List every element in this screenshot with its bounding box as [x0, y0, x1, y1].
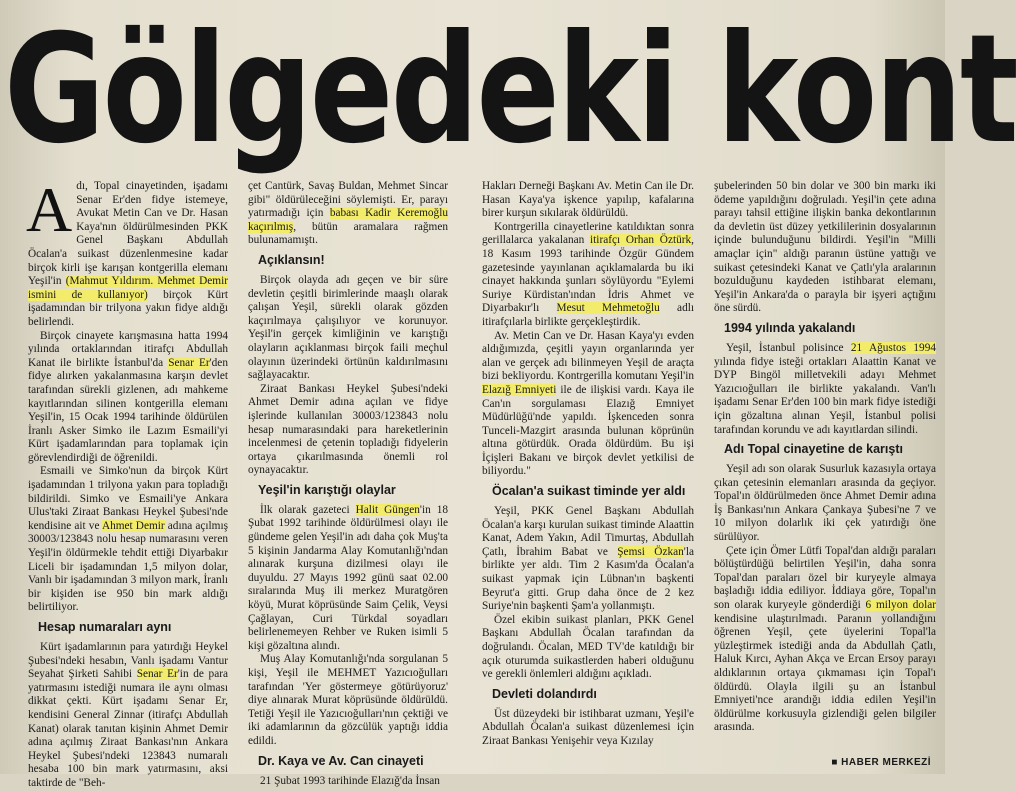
- headline: Gölgedeki kont: [4, 3, 1016, 177]
- paragraph-text: yılında fidye isteği ortakları Alaattin Kanat ve DYP Bingöl milletvekili adayı Mehmet Yazıcıoğulları ile birlikte yakalandı. Van'lı işadamı Senar Er'den 100 bin mark fidye istediği için gözaltına alınan Yeşil, İstanbul polisi tarafından korundu ve adı kayıtlardan silindi.: [714, 355, 936, 436]
- article-column-2: [248, 180, 448, 787]
- paragraph-text: , 18 Kasım 1993 tarihinde Özgür Gündem gazetesinde yayınlanan açıklamalarda bu iki cinayet hakkında şunları söylüyordu "Eylemi Suriye Kürdistan'ından İdris Ahmet ve Diyarbakır'lı: [482, 234, 694, 315]
- paragraph-text: Kürt işadamlarının para yatırdığı Heykel Şubesi'ndeki hesabın, Vanlı işadamı Vantur Seyahat Şirketi Sahibi: [28, 641, 228, 681]
- byline-signoff: ■ HABER MERKEZİ: [831, 757, 931, 768]
- article-column-4: [714, 180, 936, 774]
- paragraph-text: adlı itirafçılarla birlikte gerçekleştirdik.: [482, 302, 694, 328]
- body-paragraph: [714, 463, 936, 545]
- subheading: Dr. Kaya ve Av. Can cinayeti: [258, 753, 424, 768]
- subheading: Öcalan'a suikast timinde yer aldı: [492, 484, 686, 499]
- body-paragraph: [248, 274, 448, 383]
- paragraph-text: Muş Alay Komutanlığı'nda sorgulanan 5 kişi, Yeşil ile MEHMET Yazıcıoğulları tarafından 'Yer göstermeye götürüyoruz' diye alınarak Murat köprüsünde öldürüldü. Tetiği Yeşil ile Yazıcıoğulları'nın çektiği ve iki adamlarının da gözcülük yaptığı iddia edildi.: [248, 653, 448, 747]
- highlighted-text: 6 milyon dolar: [865, 599, 936, 612]
- body-paragraph: [248, 383, 448, 478]
- paragraph-text: dı, Topal cinayetinden, işadamı Senar Er'den fidye istemeye, Avukat Metin Can ve Dr. Hasan Kaya'nın öldürülmesinden PKK Genel Başkanı Abdullah Öcalan'a suikast düzenlenmesine kadar birçok kirli işe karışan kontgerilla elemanı Yeşil'in: [28, 180, 228, 288]
- highlighted-text: Şemsi Özkan: [617, 545, 684, 558]
- paragraph-text: Ziraat Bankası Heykel Şubesi'ndeki Ahmet Demir adına açılan ve fidye işlerinde kullanılan 30003/123843 nolu hesap numarasındaki para hareketlerinin incelenmesi de çetenin topladığı fidyelerin ortaya çıkarılmasında önemli rol oynayacaktır.: [248, 382, 448, 477]
- body-paragraph: [248, 504, 448, 654]
- paragraph-text: , bütün aramalara rağmen bulunamamıştı.: [248, 220, 448, 247]
- paragraph-text: Yeşil, PKK Genel Başkanı Abdullah Öcalan'a karşı kurulan suikast timinde Alaattin Kanat, Adem Yakın, Adil Timurtaş, Abdullah Çatlı, İbrahim Babat ve: [482, 505, 694, 558]
- paragraph-text: kendisine ulaştırılmadı. Paranın yollandığını öğrenen Yeşil, çete üyelerini Topal'la yüzleştirmek istediği anda da Abdullah Çatlı, Haluk Kırcı, Ayhan Akça ve Ercan Ersoy parayı aldıklarının ortaya çıkmaması için Topal'ı öldürdü. Olayla ilgili şu an İstanbul Emniyeti'nce arandığı iddia edilen Yeşil'in öldürülme korkusuyla gizlendiği gelen bilgiler arasında.: [714, 612, 936, 734]
- body-paragraph: [482, 614, 694, 682]
- paragraph-text: Birçok cinayete karışmasına hatta 1994 yılında ortaklarından itirafçı Abdullah Kanat ile birlikte İstanbul'da: [28, 329, 228, 369]
- highlighted-text: Ahmet Demir: [101, 519, 165, 532]
- paragraph-text: Birçok olayda adı geçen ve bir süre devletin çeşitli birimlerinde maaşlı olarak çalışan Yeşil, sürekli olarak gözden kaçırılmaya çalışılıyor ve korunuyor. Yeşil'in gerçek kimliğinin ve karıştığı olayların açıklanması birçok faili meçhul olayının üzerindeki örtünün kaldırılmasını sağlayacaktır.: [248, 273, 448, 382]
- lead-paragraph: [26, 174, 228, 330]
- article-column-1: [26, 174, 228, 789]
- highlighted-text: babası Kadir Keremoğlu kaçırılmış: [248, 207, 448, 233]
- highlighted-text: 21 Ağustos 1994: [850, 341, 936, 354]
- body-paragraph: [482, 180, 694, 221]
- body-paragraph: [248, 775, 448, 789]
- subheading: Devleti dolandırdı: [492, 686, 597, 701]
- body-paragraph: [482, 330, 694, 480]
- paragraph-text: Yeşil, İstanbul polisince: [726, 341, 851, 354]
- paragraph-text: 'la birlikte yer aldı. Tim 2 Kasım'da Öcalan'a suikast yapmak için Lübnan'ın başkenti Beyrut'a gitti. Grup daha önce de 2 kez Suriye'nin başkenti Şam'a yollanmıştı.: [482, 545, 694, 613]
- highlighted-text: (Mahmut Yıldırım. Mehmet Demir ismini de kullanıyor): [28, 275, 228, 301]
- paragraph-text: Kontrgerilla cinayetlerine katıldıktan sonra gerillalarca yakalanan: [482, 220, 694, 247]
- body-paragraph: [248, 180, 448, 248]
- body-paragraph: [28, 641, 228, 791]
- highlighted-text: Halit Güngen: [355, 503, 420, 516]
- paragraph-text: adına açılmış 30003/123843 nolu hesap numarasını veren Yeşil'in öldürmekle tehdit ettiği Diyarbakır Liceli bir işadamından 1,5 milyon dolar, Vanlı bir işadamından 3 milyon mark, İranlı bir kişiden ise 950 bin mark aldığı belirtiliyor.: [28, 519, 228, 614]
- highlighted-text: Elazığ Emniyeti: [482, 383, 557, 396]
- paragraph-text: 'in 18 Şubat 1992 tarihinde öldürülmesi olayı ile gündeme gelen Yeşil'in adı daha çok Muş'ta 5 kişinin Jandarma Alay Komutanlığı'ndan alınarak kurşuna dizilmesi olayı ile duyuldu. 27 Mayıs 1992 günü saat 02.00 sıralarında Muş ili merkez Muratgören köyü, Murat köprüsünde Saim Çelik, Veysi Çağlayan, Curi Türkdal soyadları belirlenemeyen Rehber ve Ruken isimli 5 kişi gözaltına alındı.: [248, 503, 448, 652]
- body-paragraph: [714, 180, 936, 316]
- subheading: Yeşil'in karıştığı olaylar: [258, 482, 396, 497]
- paragraph-text: çet Cantürk, Savaş Buldan, Mehmet Sincar gibi" öldürüleceğini söylemişti. Er, parayı yatırmadığı için: [248, 180, 448, 220]
- subheading: Hesap numaraları aynı: [38, 620, 172, 634]
- body-paragraph: [248, 653, 448, 748]
- paragraph-text: Çete için Ömer Lütfi Topal'dan aldığı paraları bölüştürdüğü belirtilen Yeşil'in, daha sonra Topal'dan paraları özel bir kuryeyle almaya başladığı iddia ediliyor. İddiaya göre, Topal'ın son olarak kuryeyle gönderdiği: [714, 544, 936, 612]
- body-paragraph: [482, 708, 694, 749]
- paragraph-text: Üst düzeydeki bir istihbarat uzmanı, Yeşil'e Abdullah Öcalan'a suikast düzenlemesi için Ziraat Bankası Yenişehir veya Kızılay: [482, 707, 694, 747]
- highlighted-text: itirafçı Orhan Öztürk: [590, 234, 692, 247]
- paragraph-text: Esmaili ve Simko'nun da birçok Kürt işadamından 1 trilyona yakın para topladığı bildirildi. Simko ve Esmaili'ye Ankara Ulus'taki Ziraat Bankası Heykel Şubesi'nde kendisine ait ve: [28, 465, 228, 532]
- article-column-3: [482, 180, 694, 774]
- paragraph-text: ile de ilişkisi vardı. Kaya ile Can'ın sorgulaması Elazığ Emniyet Müdürlüğü'nde yapıldı. İşkenceden sonra Tunceli-Mazgirt arasında bulunan köprünün altına götürdük. Orada öldürdüm. Bu işi İçişleri Bakanı ve birçok devlet yetkilisi de biliyordu.": [482, 383, 694, 478]
- paragraph-text: Özel ekibin suikast planları, PKK Genel Başkanı Abdullah Öcalan tarafından da doğrulandı. Öcalan, MED TV'de katıldığı bir açık oturumda suikastlerden haberi olduğunu ve gerekli önlemleri aldığını açıkladı.: [482, 613, 694, 681]
- body-paragraph: [28, 465, 228, 615]
- body-paragraph: [482, 505, 694, 614]
- paragraph-text: 21 Şubat 1993 tarihinde Elazığ'da İnsan: [260, 774, 440, 787]
- paragraph-text: 'in de para yatırmasını istediği numara ile aynı olması dikkat çekti. Kürt işadamı Senar Er, kendisini General Zinnar (itirafçı Abdullah Kanat) olarak tanıtan kişinin Ahmet Demir adına açılmış Ziraat Bankası'nın Ankara Heykel Şubesi'ndeki 123843 numaralı hesaba 100 bin mark yatırmasını, aksi taktirde de "Beh-: [28, 668, 228, 789]
- body-paragraph: [714, 545, 936, 735]
- paragraph-text: Yeşil adı son olarak Susurluk kazasıyla ortaya çıkan çetesinin elemanları arasında da geçiyor. Topal'ın öldürülmeden önce Ahmet Demir adına İş Bankası'nın Ankara Çankaya Şubesi'ne 7 ve 10 milyon dolarlık iki çek yatırdığı öne sürülüyor.: [714, 463, 936, 544]
- paragraph-text: Av. Metin Can ve Dr. Hasan Kaya'yı evden aldığımızda, çeşitli yayın organlarında yer alan ve gerçek adı bilinmeyen Yeşil de araçta bizi bekliyordu. Kontrgerilla komutanı Yeşil'in: [482, 329, 694, 383]
- paragraph-text: birçok Kürt işadamından bir trilyona yakın fidye aldığı belirlendi.: [28, 288, 228, 328]
- paragraph-text: İlk olarak gazeteci: [260, 503, 356, 516]
- body-paragraph: [714, 342, 936, 437]
- subheading: Adı Topal cinayetine de karıştı: [724, 442, 903, 457]
- highlighted-text: Senar Er: [168, 356, 210, 369]
- body-paragraph: [28, 330, 228, 466]
- highlighted-text: Senar Er: [136, 668, 178, 681]
- drop-cap: A: [26, 174, 73, 245]
- highlighted-text: Mesut Mehmetoğlu: [556, 302, 660, 315]
- body-paragraph: [482, 221, 694, 330]
- paragraph-text: Hakları Derneği Başkanı Av. Metin Can ile Dr. Hasan Kaya'ya işkence yapılıp, kafalarına birer kurşun sıkılarak öldürüldü.: [482, 180, 694, 220]
- paragraph-text: şubelerinden 50 bin dolar ve 300 bin markı iki ödeme yapıldığını doğruladı. Yeşil'in çete adına parayı tahsil ettiğine ilişkin banka dekontlarının da devletin üst düzey yetkililerinin dosyalarının içinde bulunduğunu bildirdi. Yeşil'in "Milli amaçlar için" aldığı paranın üstüne yattığı ve suikast çetesindeki Kanat ve Çatlı'yla aralarının bozulduğunu kaydeden istihbarat elemanı, Yeşil'in Ankara'da o parayla bir işyeri açtığını öne sürdü.: [714, 180, 936, 315]
- subheading: 1994 yılında yakalandı: [724, 320, 856, 335]
- subheading: Açıklansın!: [258, 252, 325, 267]
- paragraph-text: 'den fidye alırken yakalanmasına karşın devlet tarafından sürekli gizlenen, adı mahkeme kayıtlarından silinen kontgerilla elemanı Yeşil'in, 15 Ocak 1994 tarihinde öldürülen İranlı Asker Simko ile Lazım Esmaili'yi Kürt işadamlarından para toplamak için görevlendirdiği de öğrenildi.: [28, 356, 228, 464]
